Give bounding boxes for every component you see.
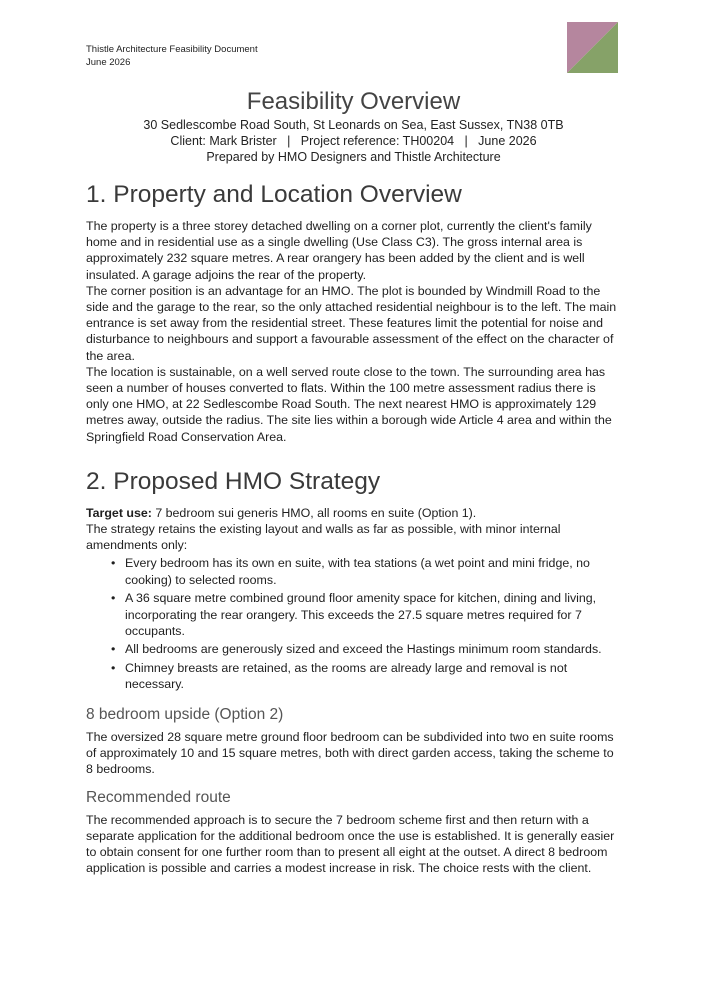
section-heading: 1. Property and Location Overview [86, 181, 462, 208]
client-line: Client: Mark Brister | Project reference: TH00204 | June 2026 [170, 134, 537, 148]
recommended-text: The recommended approach is to secure the 7 bedroom scheme first and then return with a separate application for the additional bedroom once the use is established. It is generally easier to obtain consent for one further room than to present all eight at the outset. A direct 8 bedroom application is possible and carries a modest increase in risk. The choice rests with the client. [86, 812, 615, 876]
prepared-by: Prepared by HMO Designers and Thistle Architecture [206, 150, 501, 164]
bullet-icon: • [111, 556, 116, 571]
list-item-text: Chimney breasts are retained, as the rooms are already large and removal is not necessary. [125, 661, 568, 692]
section-property-location [86, 180, 621, 445]
document-header [86, 43, 258, 69]
section-hmo-strategy [86, 467, 621, 877]
list-item [111, 590, 621, 639]
option2-text: The oversized 28 square metre ground floor bedroom can be subdivided into two en suite rooms of approximately 10 and 15 square metres, both with direct garden access, taking the scheme to 8 bedrooms. [86, 730, 614, 777]
list-item [111, 555, 621, 587]
diagonal-split-square-logo [567, 22, 618, 73]
strategy-intro: The strategy retains the existing layout and walls as far as possible, with minor internal amendments only: [86, 522, 561, 553]
target-use [86, 505, 621, 521]
list-item [111, 641, 621, 657]
paragraph: The property is a three storey detached dwelling on a corner plot, currently the client's family home and in residential use as a single dwelling (Use Class C3). The gross internal area is approximately 232 square metres. A rear orangery has been added by the client and is well insulated. A garage adjoins the rear of the property. [86, 219, 592, 282]
strategy-bullet-list [86, 555, 621, 692]
property-address: 30 Sedlescombe Road South, St Leonards on Sea, East Sussex, TN38 0TB [143, 118, 564, 132]
page-title: Feasibility Overview [246, 88, 461, 115]
main-content [86, 180, 621, 877]
subsection-heading-recommended: Recommended route [86, 788, 231, 806]
list-item-text: A 36 square metre combined ground floor amenity space for kitchen, dining and living, incorporating the rear orangery. This exceeds the 27.5 square metres required for 7 occupants. [125, 591, 597, 638]
document-name: Thistle Architecture Feasibility Document [86, 44, 258, 55]
list-item [111, 660, 621, 692]
document-date: June 2026 [86, 57, 131, 68]
title-block [86, 88, 621, 165]
paragraph: The corner position is an advantage for an HMO. The plot is bounded by Windmill Road to the side and the garage to the rear, so the only attached residential neighbour is to the left. The main entrance is set away from the residential street. These features limit the potential for noise and disturbance to neighbours and support a favourable assessment of the effect on the character of the area. [86, 283, 617, 363]
bullet-icon: • [111, 591, 116, 606]
subsection-heading-option2: 8 bedroom upside (Option 2) [86, 706, 284, 724]
target-use-value: 7 bedroom sui generis HMO, all rooms en suite (Option 1). [151, 505, 477, 520]
bullet-icon: • [111, 642, 116, 657]
bullet-icon: • [111, 661, 116, 676]
list-item-text: All bedrooms are generously sized and exceed the Hastings minimum room standards. [125, 642, 602, 657]
section-heading: 2. Proposed HMO Strategy [86, 467, 381, 495]
list-item-text: Every bedroom has its own en suite, with tea stations (a wet point and mini fridge, no cooking) to selected rooms. [125, 556, 590, 587]
paragraph: The location is sustainable, on a well served route close to the town. The surrounding area has seen a number of houses converted to flats. Within the 100 metre assessment radius there is only one HMO, at 22 Sedlescombe Road South. The next nearest HMO is approximately 129 metres away, outside the radius. The site lies within a borough wide Article 4 area and within the Springfield Road Conservation Area. [86, 364, 612, 444]
target-use-label: Target use: [86, 505, 152, 520]
